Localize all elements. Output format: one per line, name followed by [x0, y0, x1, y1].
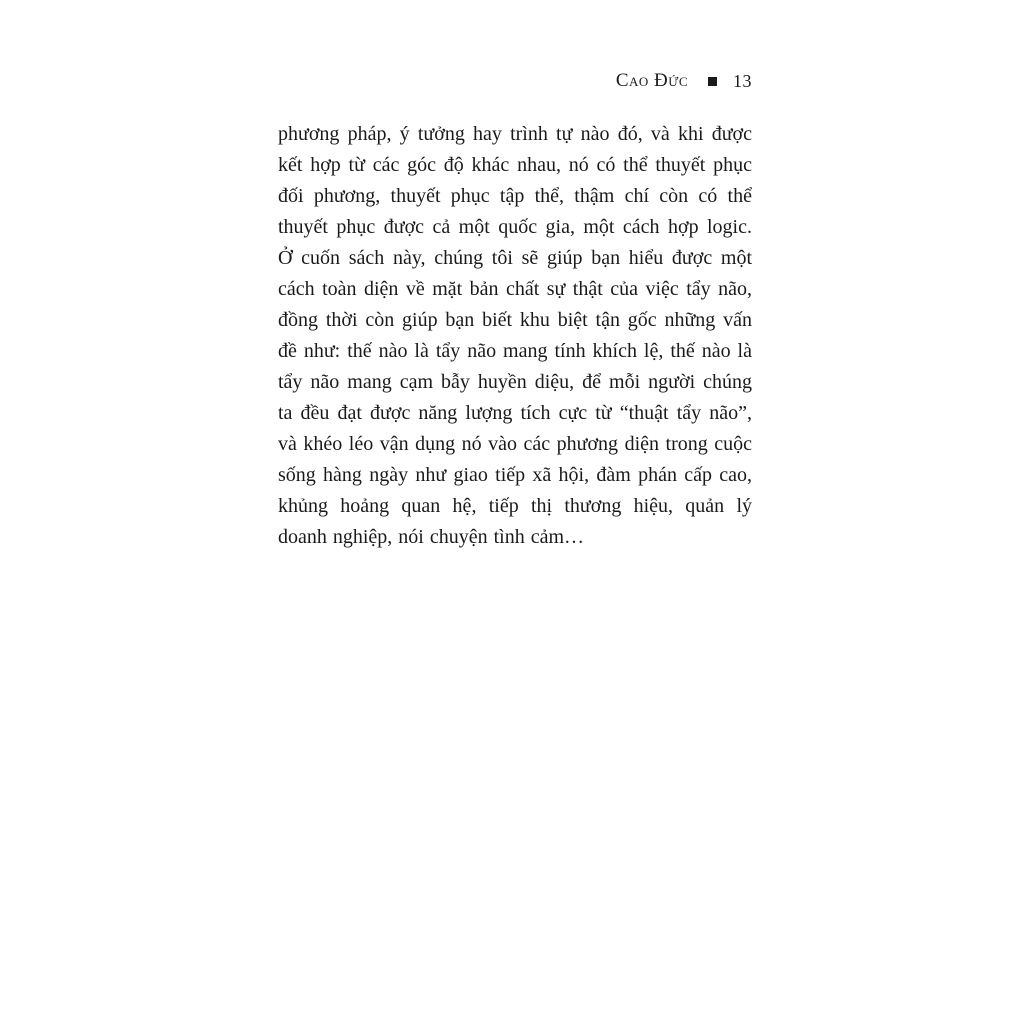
header-bullet-icon [708, 77, 717, 86]
page-number: 13 [733, 70, 752, 91]
text-line: doanh nghiệp, nói chuyện tình cảm… [278, 526, 585, 548]
text-line: cách toàn diện về mặt bản chất sự thật của việc tẩy não, [278, 278, 752, 300]
text-line: và khéo léo vận dụng nó vào các phương diện trong cuộc [278, 433, 752, 455]
text-line: kết hợp từ các góc độ khác nhau, nó có thể thuyết phục [278, 154, 752, 176]
running-header [616, 70, 752, 92]
text-line: thuyết phục được cả một quốc gia, một cách hợp logic. [278, 216, 752, 238]
body-paragraph [278, 119, 752, 553]
text-line: đối phương, thuyết phục tập thể, thậm chí còn có thể [278, 185, 752, 207]
text-line: Ở cuốn sách này, chúng tôi sẽ giúp bạn hiểu được một [278, 247, 752, 269]
header-author: Cao Đức [615, 70, 688, 91]
text-line: ta đều đạt được năng lượng tích cực từ “thuật tẩy não”, [278, 402, 752, 424]
text-line: phương pháp, ý tưởng hay trình tự nào đó, và khi được [278, 123, 752, 145]
text-line: đề như: thế nào là tẩy não mang tính khích lệ, thế nào là [278, 340, 752, 362]
text-line: sống hàng ngày như giao tiếp xã hội, đàm phán cấp cao, [278, 464, 752, 486]
text-line: đồng thời còn giúp bạn biết khu biệt tận gốc những vấn [278, 309, 752, 331]
text-line: khủng hoảng quan hệ, tiếp thị thương hiệu, quản lý [278, 495, 752, 517]
text-line: tẩy não mang cạm bẫy huyền diệu, để mỗi người chúng [278, 371, 752, 393]
